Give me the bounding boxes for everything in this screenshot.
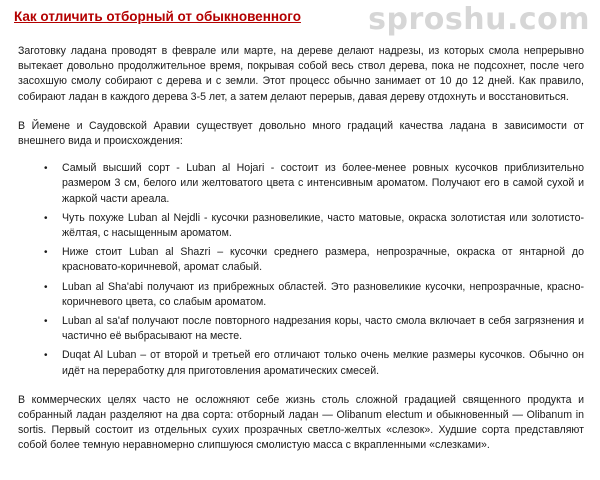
article-body (18, 44, 584, 454)
list-item (18, 161, 584, 207)
grades-intro-paragraph: В Йемене и Саудовской Аравии существует довольно много градаций качества ладана в зависимости от внешнего вида и происхождения: (18, 119, 584, 148)
bullet-icon: • (44, 247, 48, 259)
list-item-text: Luban al Sha'abi получают из прибрежных областей. Это разновеликие кусочки, непрозрачные, красно-коричневого цвета, со слабым ароматом. (62, 280, 584, 308)
list-item-text: Duqat Al Luban – от второй и третьей его отличают только очень мелкие размеры кусочков. Обычно он идёт на переработку для приготовления ароматических смесей. (62, 349, 584, 377)
bullet-icon: • (44, 163, 48, 175)
site-watermark: sproshu.com (368, 2, 590, 37)
closing-paragraph: В коммерческих целях часто не осложняют себе жизнь столь сложной градацией священного продукта и собранный ладан разделяют на два сорта: отборный ладан — Olibanum electum и обыкновенный — Olibanum in sortis. Первый состоит из отдельных сухих прозрачных светло-желтых «слезок». Худшие сорта представляют собой более темную неравномерно слипшуюся смолистую масса с вкрапленными «слезками». (18, 393, 584, 452)
list-item (18, 211, 584, 241)
list-item-text: Ниже стоит Luban al Shazri – кусочки среднего размера, непрозрачные, окраска от янтарной до красновато-коричневой, аромат слабый. (62, 246, 584, 274)
list-item-text: Чуть похуже Luban al Nejdli - кусочки разновеликие, часто матовые, окраска золотистая или золотисто-жёлтая, с насыщенным ароматом. (62, 211, 584, 240)
list-item (18, 314, 584, 344)
list-item (18, 280, 584, 310)
intro-paragraph: Заготовку ладана проводят в феврале или марте, на дереве делают надрезы, из которых смола непрерывно вытекает довольно продолжительное время, покрывая собой весь ствол дерева, пока не подсохнет, после чего засохшую смолу собирают с дерева и с земли. Этот процесс обычно занимает от 10 до 12 дней. Как правило, собирают ладан в каждого дерева 3-5 лет, а затем делают перерыв, давая дереву отдохнуть и восстановиться. (18, 45, 584, 103)
list-item-text: Luban al sa'af получают после повторного надрезания коры, часто смола включает в себя загрязнения и частично её выбрасывают на месте. (62, 315, 584, 343)
article-title: Как отличить отборный от обыкновенного (14, 9, 301, 24)
bullet-icon: • (44, 212, 48, 224)
bullet-icon: • (44, 316, 48, 328)
bullet-icon: • (44, 350, 48, 362)
list-item (18, 348, 584, 378)
list-item-text: Самый высший сорт - Luban al Hojari - состоит из более-менее ровных кусочков приблизительно размером 3 см, белого или желтоватого цвета с интенсивным ароматом. Получают его в самой сухой и жаркой части ареала. (62, 162, 584, 205)
grades-list (18, 161, 584, 379)
list-item (18, 245, 584, 275)
bullet-icon: • (44, 281, 48, 293)
